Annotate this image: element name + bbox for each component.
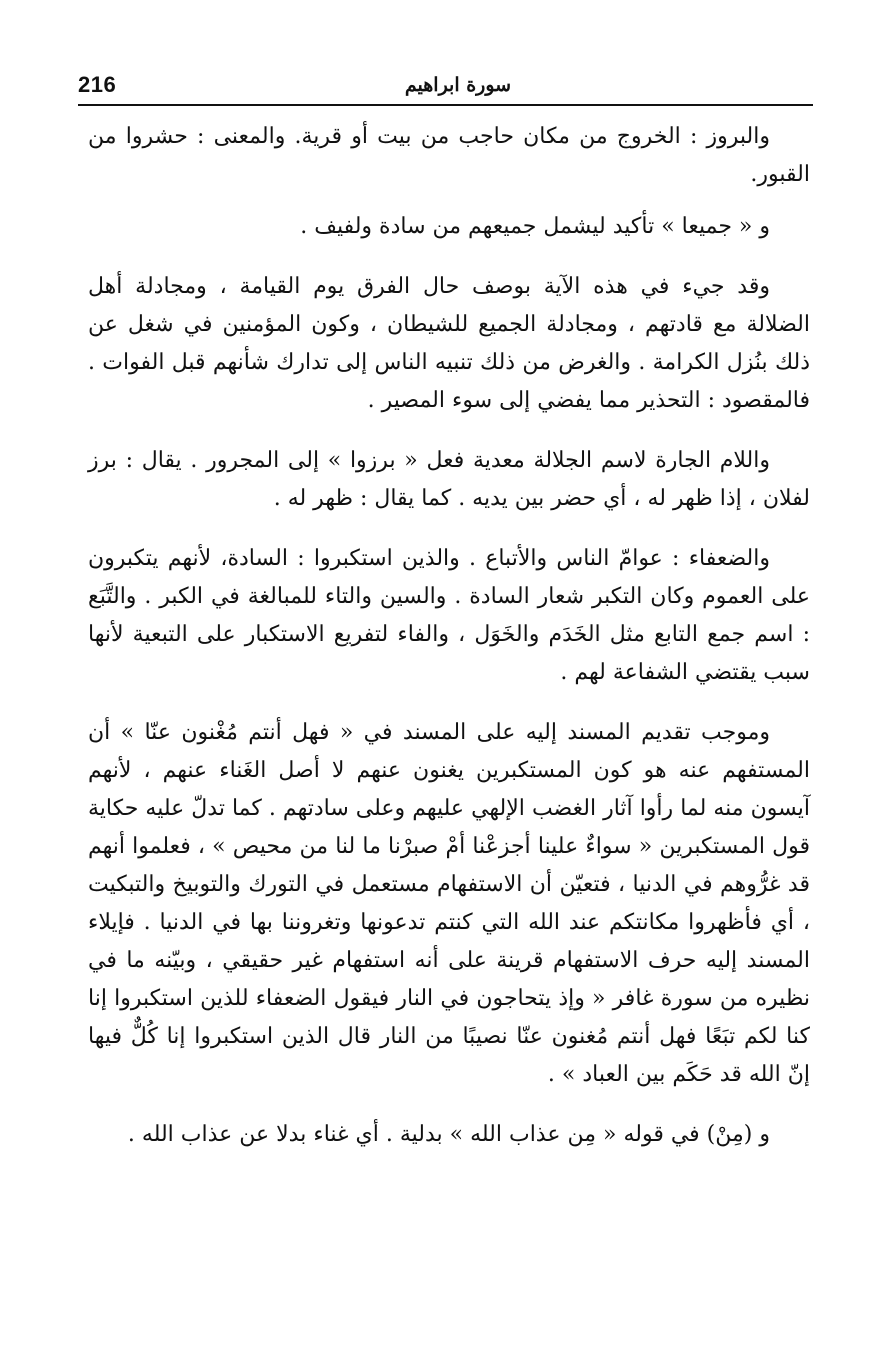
page-header xyxy=(78,70,813,106)
paragraph-6: وموجب تقديم المسند إليه على المسند في « فهل أنتم مُغْنون عنّا » أن المستفهم عنه هو كون المستكبرين يغنون عنهم لا أصل الغَناء عنهم ، لأنهم آيسون منه لما رأوا آثار الغضب الإلهي عليهم وعلى سادتهم . كما تدلّ عليه حكاية قول المستكبرين « سواءٌ علينا أجزعْنا أمْ صبرْنا ما لنا من محيص » ، فعلموا أنهم قد غرُّوهم في الدنيا ، فتعيّن أن الاستفهام مستعمل في التورك والتوبيخ والتبكيت ، أي فأظهروا مكانتكم عند الله التي كنتم تدعونها وتغروننا بها في الدنيا . فإيلاء المسند إليه حرف الاستفهام قرينة على أنه استفهام غير حقيقي ، وبيّنه ما في نظيره من سورة غافر « وإذ يتحاجون في النار فيقول الضعفاء للذين استكبروا إنا كنا لكم تبَعًا فهل أنتم مُغنون عنّا نصيبًا من النار قال الذين استكبروا إنا كُلٌّ فيها إنّ الله قد حَكَم بين العباد » . xyxy=(88,720,810,1087)
running-title: سورة ابراهيم xyxy=(404,74,512,96)
paragraph-4: واللام الجارة لاسم الجلالة معدية فعل « برزوا » إلى المجرور . يقال : برز لفلان ، إذا ظهر له ، أي حضر بين يديه . كما يقال : ظهر له . xyxy=(88,448,810,511)
paragraph-2: و « جميعا » تأكيد ليشمل جميعهم من سادة ولفيف . xyxy=(300,214,770,239)
page-body xyxy=(88,118,810,1168)
paragraph-7: و (مِنْ) في قوله « مِن عذاب الله » بدلية . أي غناء بدلا عن عذاب الله . xyxy=(127,1122,770,1147)
paragraph-5: والضعفاء : عوامّ الناس والأتباع . والذين استكبروا : السادة، لأنهم يتكبرون على العموم وكان التكبر شعار السادة . والسين والتاء للمبالغة في الكبر . والتَّبَع : اسم جمع التابع مثل الخَدَم والخَوَل ، والفاء لتفريع الاستكبار على التبعية لأنها سبب يقتضي الشفاعة لهم . xyxy=(88,546,810,685)
paragraph-1: والبروز : الخروج من مكان حاجب من بيت أو قرية. والمعنى : حشروا من القبور. xyxy=(88,124,810,187)
paragraph-3: وقد جيء في هذه الآية بوصف حال الفرق يوم القيامة ، ومجادلة أهل الضلالة مع قادتهم ، ومجادلة الجميع للشيطان ، وكون المؤمنين في شغل عن ذلك بنُزل الكرامة . والغرض من ذلك تنبيه الناس إلى تدارك شأنهم قبل الفوات . فالمقصود : التحذير مما يفضي إلى سوء المصير . xyxy=(88,274,810,413)
page-number: 216 xyxy=(78,72,117,97)
